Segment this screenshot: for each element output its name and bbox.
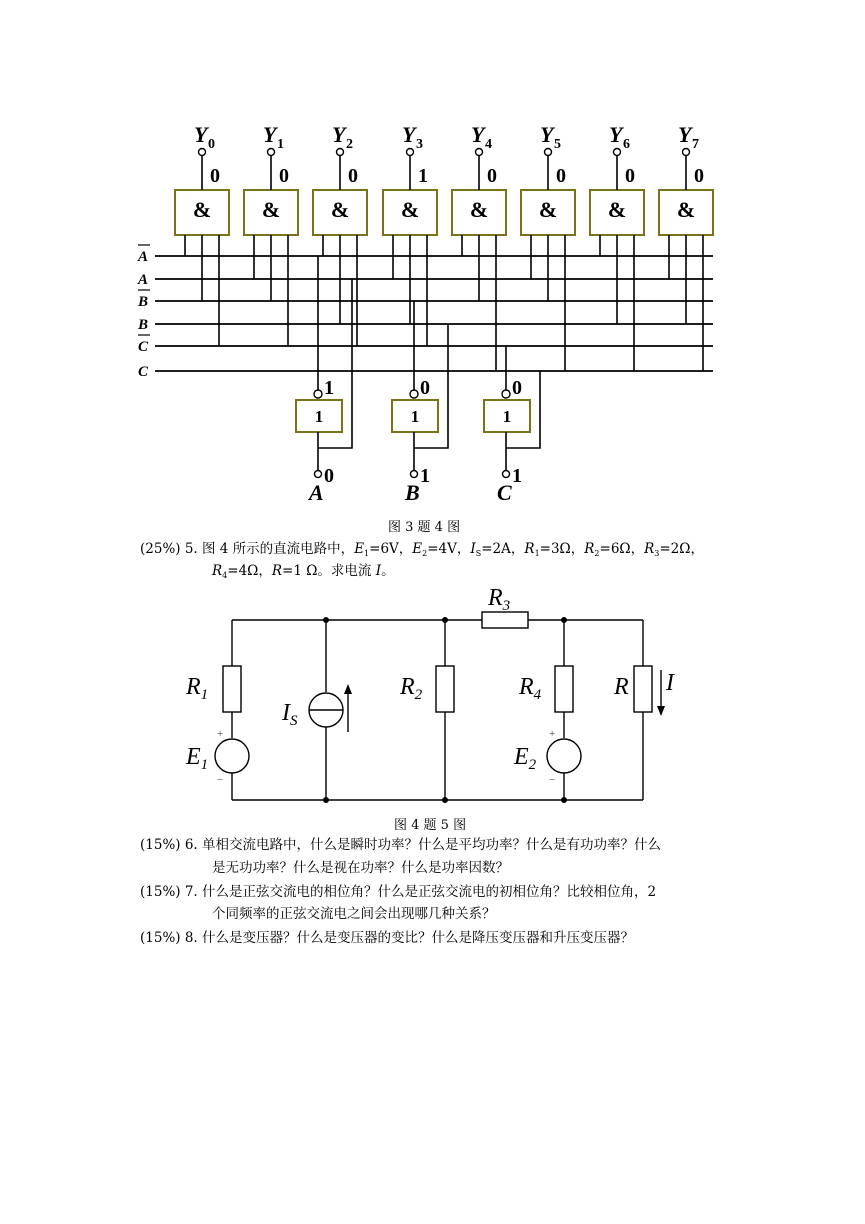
input-name: A (309, 480, 324, 505)
inverter-symbol: 1 (410, 407, 420, 426)
output-value: 0 (348, 165, 358, 187)
inverter-symbol: 1 (502, 407, 512, 426)
input-name: B (405, 480, 420, 505)
resistor-r1 (223, 666, 241, 712)
resistor-r4 (555, 666, 573, 712)
output-index: 6 (623, 137, 630, 152)
question-5-line-1: (25%) 5. 图 4 所示的直流电路中，$E_1=6V$，$E_2=4V$，$I_S=2A$，$R_1=3\Omega$，$R_2=6\Omega$，$R_3=2\Omega$， (140, 541, 704, 558)
output-terminal (199, 149, 206, 156)
bus-label: C (138, 364, 149, 380)
output-index: 2 (346, 137, 353, 152)
and-symbol: & (538, 197, 558, 222)
output-label: Y (609, 122, 623, 147)
output-label: Y (263, 122, 277, 147)
label-r1: $R_1$ (186, 674, 209, 703)
inverter-output-value: 0 (420, 377, 430, 399)
inverter-bubble (502, 390, 510, 398)
output-index: 0 (208, 137, 215, 152)
output-index: 5 (554, 137, 561, 152)
figure-3-decoder-circuit (0, 0, 865, 510)
input-value: 1 (512, 465, 522, 487)
e2-plus: + (549, 728, 556, 740)
output-terminal (614, 149, 621, 156)
input-name: C (497, 480, 512, 505)
output-value: 1 (418, 165, 428, 187)
question-6-line-2: 是无功功率？什么是视在功率？什么是功率因数？ (212, 860, 509, 876)
figure-3-caption: 图 3 题 4 图 (388, 520, 461, 535)
output-label: Y (471, 122, 485, 147)
bus-label: B (138, 294, 149, 310)
voltage-source-e1 (215, 739, 249, 773)
output-value: 0 (556, 165, 566, 187)
and-symbol: & (607, 197, 627, 222)
input-bus-lines (137, 245, 713, 380)
output-label: Y (332, 122, 346, 147)
label-r3: $R_3$ (488, 585, 511, 614)
e1-minus: − (217, 774, 224, 786)
resistor-r (634, 666, 652, 712)
bus-label: B (138, 317, 149, 333)
label-i: I (666, 670, 674, 696)
and-symbol: & (400, 197, 420, 222)
question-8-line-1: (15%) 8. 什么是变压器？什么是变压器的变比？什么是降压变压器和升压变压器？ (140, 930, 635, 946)
question-6-line-1: (15%) 6. 单相交流电路中，什么是瞬时功率？什么是平均功率？什么是有功功率？什么 (140, 837, 662, 853)
label-e2: $E_2$ (514, 744, 537, 773)
input-terminal (315, 471, 322, 478)
voltage-source-e2 (547, 739, 581, 773)
output-label: Y (402, 122, 416, 147)
inverters (296, 256, 540, 505)
label-r: R (614, 674, 629, 700)
label-e1: $E_1$ (186, 744, 209, 773)
bus-label: C (138, 339, 149, 355)
bus-label: A (138, 249, 149, 265)
input-value: 0 (324, 465, 334, 487)
output-index: 7 (692, 137, 699, 152)
and-symbol: & (676, 197, 696, 222)
output-terminal (545, 149, 552, 156)
resistor-r2 (436, 666, 454, 712)
label-is: $I_S$ (282, 700, 298, 729)
output-terminal (476, 149, 483, 156)
output-terminal (337, 149, 344, 156)
question-7-line-1: (15%) 7. 什么是正弦交流电的相位角？什么是正弦交流电的初相位角？比较相位角，2 (140, 884, 657, 900)
figure-4-caption: 图 4 题 5 图 (394, 818, 467, 833)
output-value: 0 (210, 165, 220, 187)
input-terminal (503, 471, 510, 478)
inverter-output-value: 0 (512, 377, 522, 399)
question-5-line-2: $R_4=4\Omega$，R=1 Ω。求电流 I。 (212, 563, 395, 580)
output-terminal (268, 149, 275, 156)
output-value: 0 (279, 165, 289, 187)
output-value: 0 (694, 165, 704, 187)
label-r4: $R_4$ (519, 674, 542, 703)
inverter-output-value: 1 (324, 377, 334, 399)
output-label: Y (194, 122, 208, 147)
output-index: 4 (485, 137, 492, 152)
inverter-symbol: 1 (314, 407, 324, 426)
label-r2: $R_2$ (400, 674, 423, 703)
input-value: 1 (420, 465, 430, 487)
output-value: 0 (625, 165, 635, 187)
input-terminal (411, 471, 418, 478)
output-label: Y (678, 122, 692, 147)
e1-plus: + (217, 728, 224, 740)
output-label: Y (540, 122, 554, 147)
e2-minus: − (549, 774, 556, 786)
inverter-bubble (410, 390, 418, 398)
and-symbol: & (469, 197, 489, 222)
and-symbol: & (192, 197, 212, 222)
figure-4-dc-circuit (0, 580, 865, 820)
question-7-line-2: 个同频率的正弦交流电之间会出现哪几种关系？ (212, 906, 496, 922)
and-symbol: & (261, 197, 281, 222)
and-gates (175, 122, 713, 235)
output-terminal (683, 149, 690, 156)
output-terminal (407, 149, 414, 156)
resistor-r3 (482, 612, 528, 628)
output-value: 0 (487, 165, 497, 187)
inverter-bubble (314, 390, 322, 398)
output-index: 3 (416, 137, 423, 152)
bus-label: A (138, 272, 149, 288)
output-index: 1 (277, 137, 284, 152)
and-symbol: & (330, 197, 350, 222)
